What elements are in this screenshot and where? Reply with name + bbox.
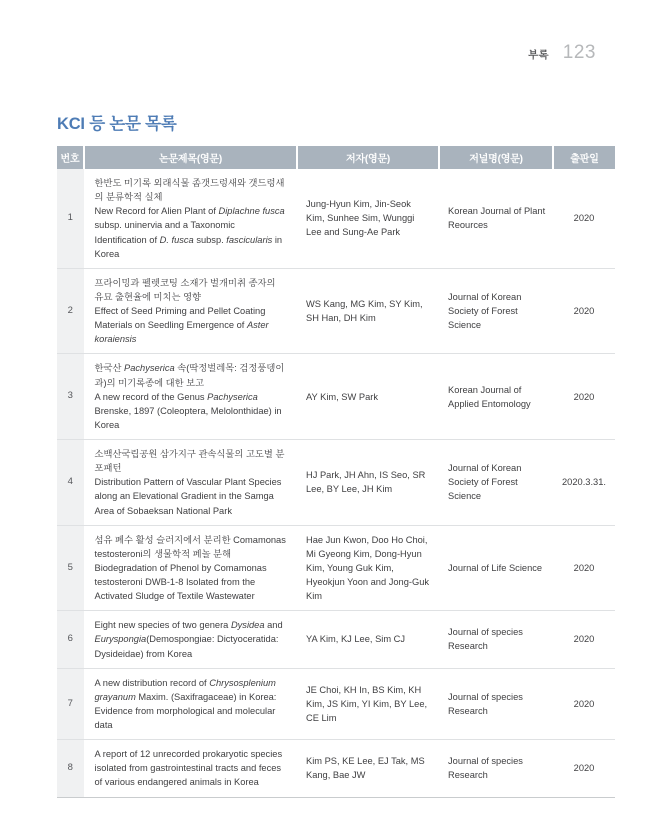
title-korean: 소백산국립공원 삼가지구 관속식물의 고도별 분포패턴 [94, 449, 285, 474]
cell-author: HJ Park, JH Ahn, IS Seo, SR Lee, BY Lee, JH Kim [297, 440, 439, 526]
cell-title [84, 440, 297, 526]
cell-no: 3 [57, 354, 84, 440]
cell-no: 6 [57, 611, 84, 668]
cell-journal: Journal of species Research [439, 740, 553, 797]
cell-no: 7 [57, 668, 84, 740]
title-english: Effect of Seed Priming and Pellet Coating Materials on Seedling Emergence of Aster koraiensis [94, 306, 269, 345]
running-head [528, 42, 596, 64]
column-header-author: 저자(영문) [297, 146, 439, 169]
cell-journal: Journal of species Research [439, 611, 553, 668]
cell-author: Jung-Hyun Kim, Jin-Seok Kim, Sunhee Sim, Wunggi Lee and Sung-Ae Park [297, 169, 439, 268]
cell-no: 1 [57, 169, 84, 268]
table-row [57, 668, 615, 740]
title-english: A new distribution record of Chrysosplenium grayanum Maxim. (Saxifragaceae) in Korea: Evidence from morphological and molecular data [94, 677, 277, 730]
table-row [57, 525, 615, 611]
cell-title [84, 611, 297, 668]
cell-author: AY Kim, SW Park [297, 354, 439, 440]
cell-no: 8 [57, 740, 84, 797]
column-header-title: 논문제목(영문) [84, 146, 297, 169]
cell-title [84, 525, 297, 611]
title-english: New Record for Alien Plant of Diplachne fusca subsp. uninervia and a Taxonomic Identification of D. fusca subsp. fascicularis in Korea [94, 206, 285, 259]
table-row [57, 440, 615, 526]
cell-author: JE Choi, KH In, BS Kim, KH Kim, JS Kim, YI Kim, BY Lee, CE Lim [297, 668, 439, 740]
cell-date: 2020 [553, 668, 615, 740]
cell-date: 2020 [553, 268, 615, 354]
cell-title [84, 740, 297, 797]
table-header [57, 146, 615, 169]
table-row [57, 268, 615, 354]
cell-journal: Journal of Life Science [439, 525, 553, 611]
cell-journal: Journal of Korean Society of Forest Science [439, 268, 553, 354]
cell-date: 2020 [553, 354, 615, 440]
column-header-no: 번호 [57, 146, 84, 169]
section-title: KCI 등 논문 목록 [57, 115, 177, 133]
publication-table-wrapper [57, 146, 606, 798]
title-english: Distribution Pattern of Vascular Plant Species along an Elevational Gradient in the Samga Area of Sobaeksan National Park [94, 477, 282, 516]
column-header-journal: 저널명(영문) [439, 146, 553, 169]
cell-journal: Journal of species Research [439, 668, 553, 740]
publication-table [57, 146, 615, 798]
cell-journal: Korean Journal of Plant Reources [439, 169, 553, 268]
title-english: Biodegradation of Phenol by Comamonas testosteroni DWB-1-8 Isolated from the Activated Sludge of Textile Wastewater [94, 562, 267, 602]
cell-no: 4 [57, 440, 84, 526]
cell-no: 5 [57, 525, 84, 611]
table-body [57, 169, 615, 797]
page-number: 123 [562, 42, 596, 63]
cell-date: 2020 [553, 611, 615, 668]
cell-date: 2020 [553, 525, 615, 611]
column-header-date: 출판일 [553, 146, 615, 169]
cell-title [84, 354, 297, 440]
title-english: Eight new species of two genera Dysidea and Euryspongia(Demospongiae: Dictyoceratida: Dysideidae) from Korea [94, 620, 283, 659]
cell-journal: Journal of Korean Society of Forest Science [439, 440, 553, 526]
title-korean: 프라이밍과 펠렛코팅 소재가 벌개미취 종자의 유묘 출현율에 미치는 영향 [94, 277, 276, 302]
table-row [57, 354, 615, 440]
cell-author: Hae Jun Kwon, Doo Ho Choi, Mi Gyeong Kim, Dong-Hyun Kim, Young Guk Kim, Hyeokjun Yoon and Jong-Guk Kim [297, 525, 439, 611]
title-english: A new record of the Genus Pachyserica Brenske, 1897 (Coleoptera, Melolonthidae) in Korea [94, 391, 282, 430]
cell-author: WS Kang, MG Kim, SY Kim, SH Han, DH Kim [297, 268, 439, 354]
cell-journal: Korean Journal of Applied Entomology [439, 354, 553, 440]
cell-title [84, 169, 297, 268]
cell-title [84, 668, 297, 740]
cell-date: 2020 [553, 740, 615, 797]
table-header-row [57, 146, 615, 169]
table-row [57, 740, 615, 797]
table-row [57, 611, 615, 668]
cell-date: 2020 [553, 169, 615, 268]
title-korean: 섬유 폐수 활성 슬러지에서 분리한 Comamonas testosteroni의 생물학적 페놀 분해 [94, 534, 286, 559]
cell-title [84, 268, 297, 354]
table-row [57, 169, 615, 268]
title-english: A report of 12 unrecorded prokaryotic species isolated from gastrointestinal tracts and feces of various endangered animals in Korea [94, 749, 283, 788]
cell-date: 2020.3.31. [553, 440, 615, 526]
cell-no: 2 [57, 268, 84, 354]
title-korean: 한반도 미기록 외래식물 좀갯드렁새와 갯드렁새의 분류학적 실체 [94, 178, 285, 203]
cell-author: YA Kim, KJ Lee, Sim CJ [297, 611, 439, 668]
running-head-label: 부록 [528, 49, 549, 61]
title-korean: 한국산 Pachyserica 속(딱정벌레목: 검정풍뎅이과)의 미기록종에 대한 보고 [94, 363, 285, 388]
cell-author: Kim PS, KE Lee, EJ Tak, MS Kang, Bae JW [297, 740, 439, 797]
